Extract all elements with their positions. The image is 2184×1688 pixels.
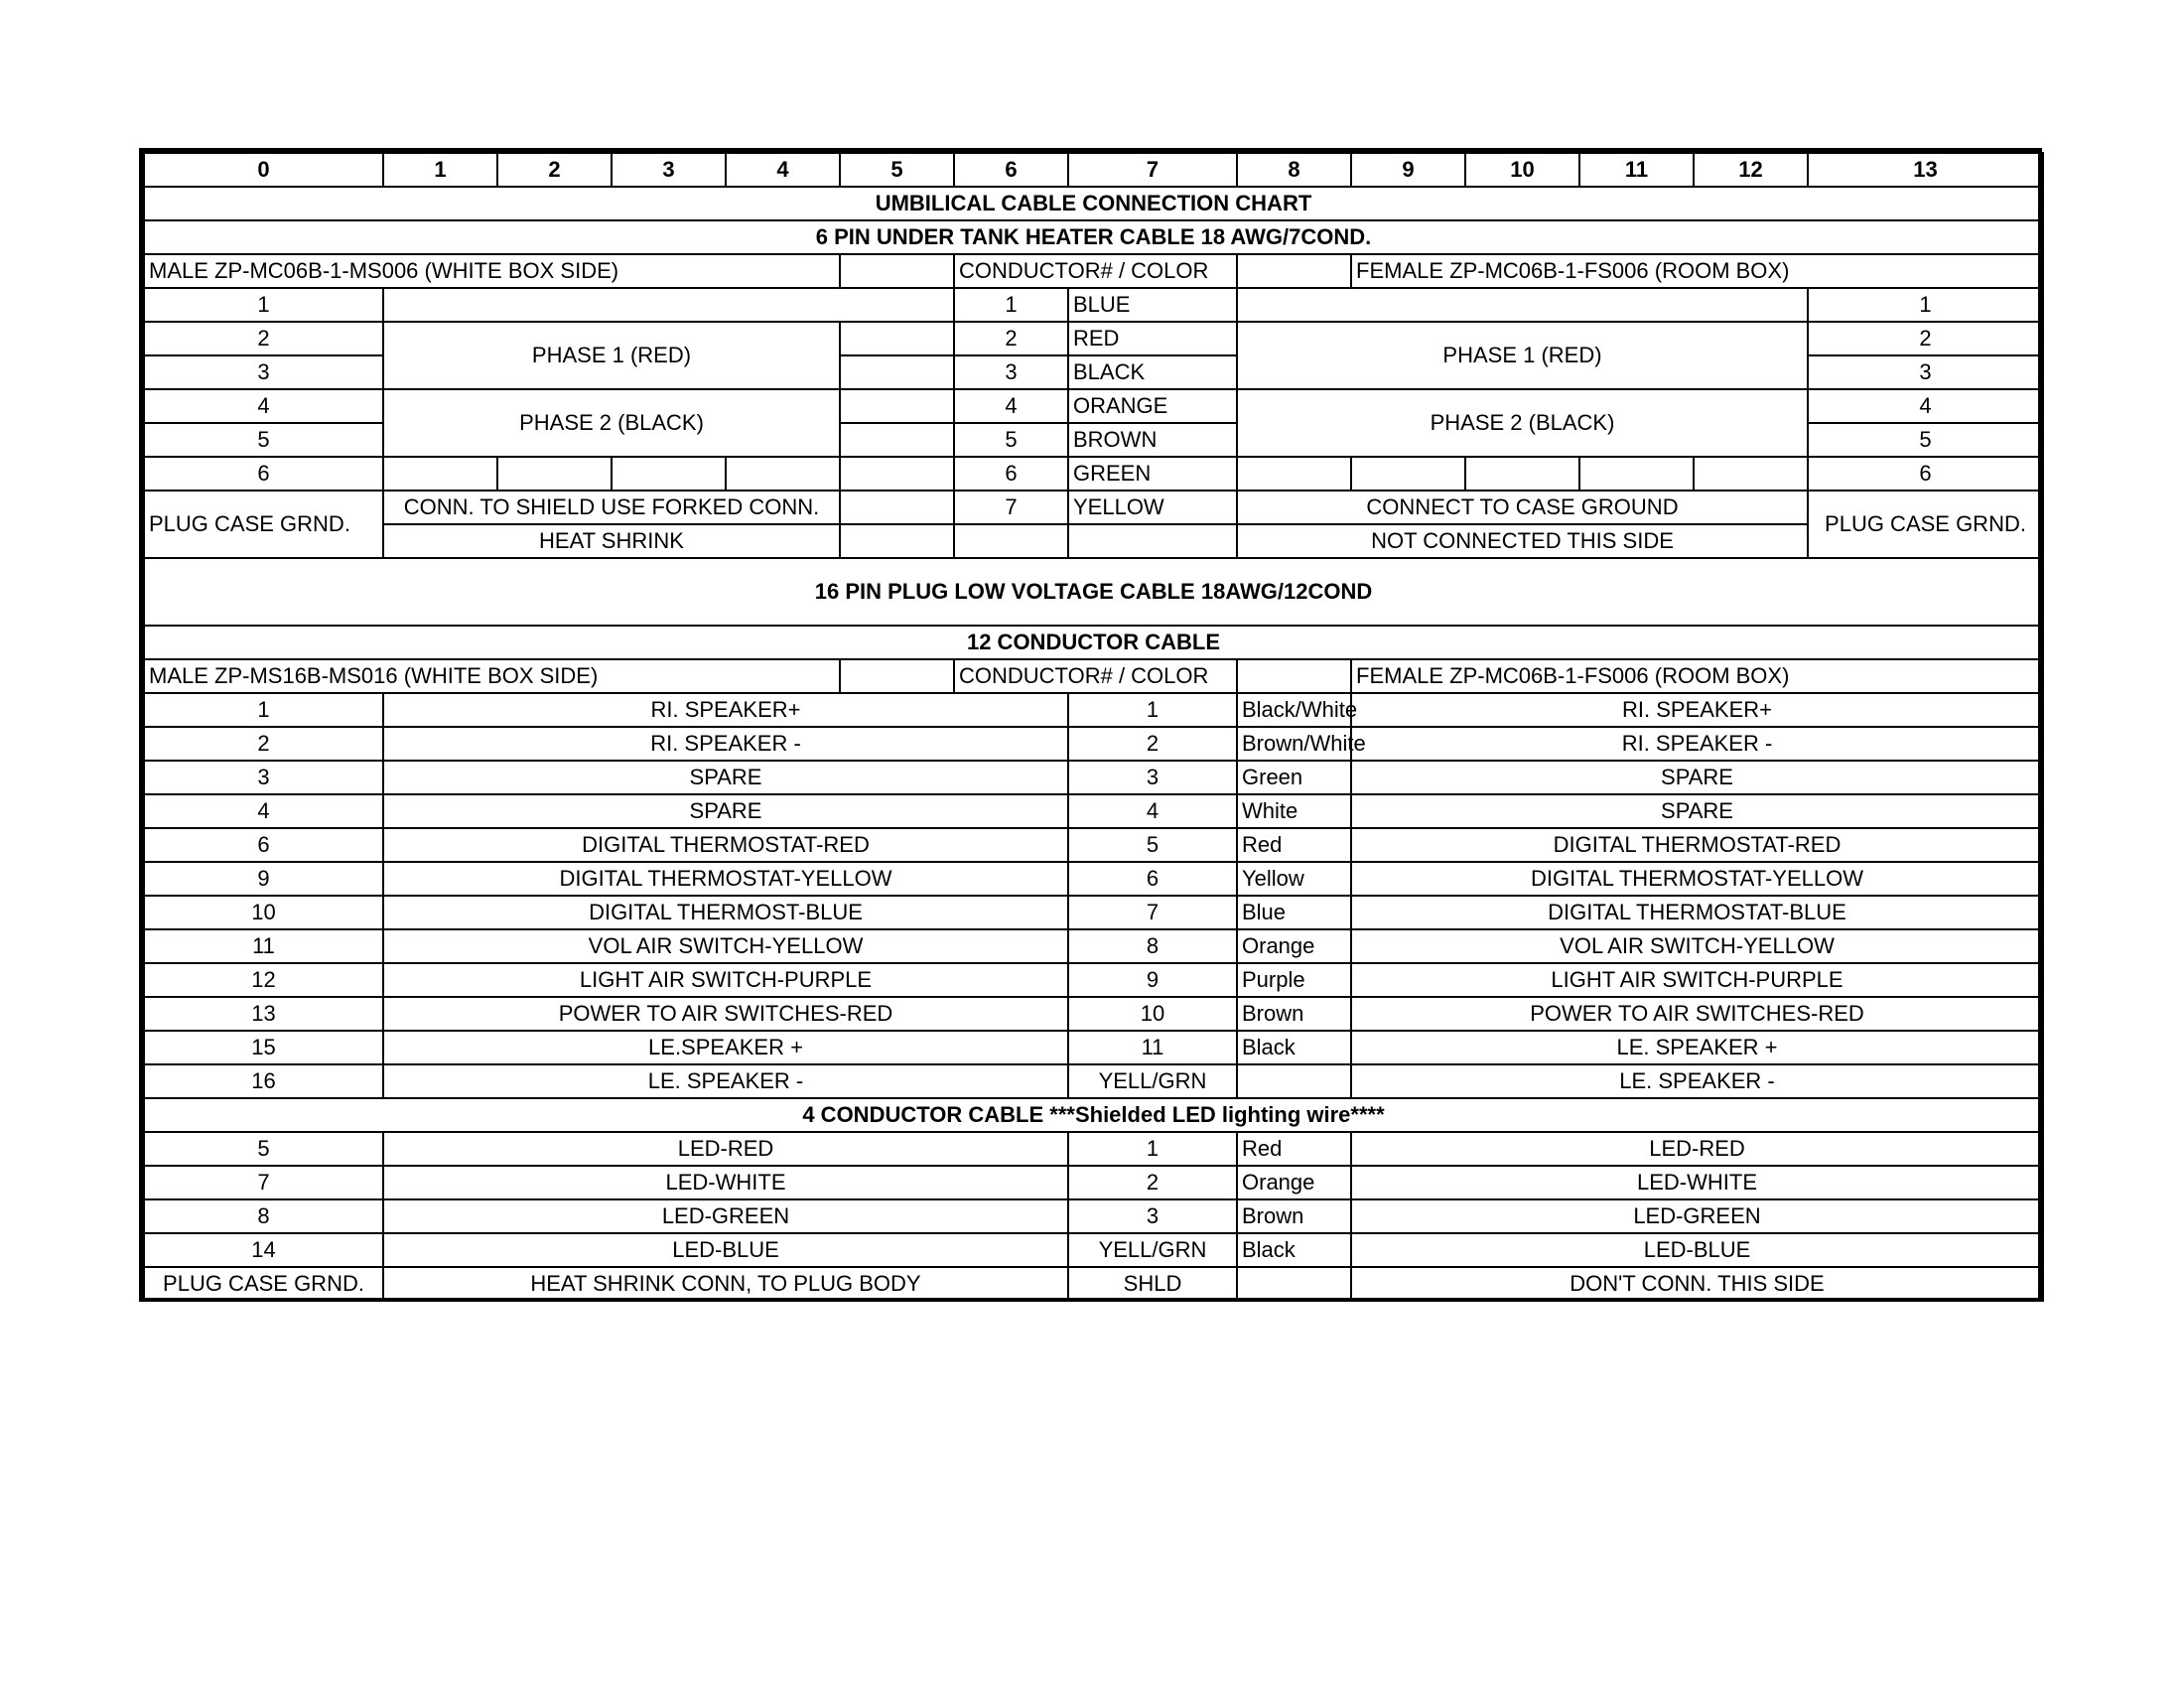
male-connector-label: MALE ZP-MS16B-MS016 (WHITE BOX SIDE) (144, 659, 840, 693)
column-header: 4 (726, 153, 840, 187)
table-row (144, 491, 2043, 524)
phase2-label: PHASE 2 (BLACK) (383, 389, 840, 457)
male-pin: 6 (144, 828, 383, 862)
male-function: DIGITAL THERMOSTAT-RED (383, 828, 1068, 862)
male-pin: 14 (144, 1233, 383, 1267)
male-ground-note: HEAT SHRINK (383, 524, 840, 558)
conductor-color: Brown (1237, 1199, 1351, 1233)
male-function: LED-GREEN (383, 1199, 1068, 1233)
table-row (144, 693, 2043, 727)
male-pin: 15 (144, 1031, 383, 1064)
table-row (144, 896, 2043, 929)
column-header: 6 (954, 153, 1068, 187)
column-header: 3 (612, 153, 726, 187)
female-ground-label: PLUG CASE GRND. (1808, 491, 2043, 558)
male-pin: 9 (144, 862, 383, 896)
male-pin: 8 (144, 1199, 383, 1233)
column-header: 13 (1808, 153, 2043, 187)
conductor-color: White (1237, 794, 1351, 828)
female-pin: 3 (1808, 355, 2043, 389)
conductor-number: 4 (954, 389, 1068, 423)
conductor-number: 2 (1068, 727, 1237, 761)
table-row (144, 457, 2043, 491)
table-row (144, 322, 2043, 355)
conductor-number: 9 (1068, 963, 1237, 997)
conductor-color: Red (1237, 1132, 1351, 1166)
male-pin: 1 (144, 693, 383, 727)
conductor-number: SHLD (1068, 1267, 1237, 1301)
column-header: 5 (840, 153, 954, 187)
female-function: LED-WHITE (1351, 1166, 2043, 1199)
table-row (144, 1064, 2043, 1098)
female-pin: 2 (1808, 322, 2043, 355)
table-row (144, 929, 2043, 963)
male-pin: 4 (144, 389, 383, 423)
male-pin: 13 (144, 997, 383, 1031)
female-function: SPARE (1351, 761, 2043, 794)
conductor-color: BLACK (1068, 355, 1237, 389)
female-function: LED-BLUE (1351, 1233, 2043, 1267)
column-header: 9 (1351, 153, 1465, 187)
female-ground-note: CONNECT TO CASE GROUND (1237, 491, 1808, 524)
conductor-color: Brown (1237, 997, 1351, 1031)
female-function: LE. SPEAKER - (1351, 1064, 2043, 1098)
conductor-number: 7 (1068, 896, 1237, 929)
column-header: 8 (1237, 153, 1351, 187)
conductor-number: 6 (954, 457, 1068, 491)
male-function: LE.SPEAKER + (383, 1031, 1068, 1064)
male-function: LED-BLUE (383, 1233, 1068, 1267)
conductor-number: 7 (954, 491, 1068, 524)
conductor-color: GREEN (1068, 457, 1237, 491)
female-function: LIGHT AIR SWITCH-PURPLE (1351, 963, 2043, 997)
male-function: DIGITAL THERMOSTAT-YELLOW (383, 862, 1068, 896)
table-row (144, 389, 2043, 423)
column-header: 10 (1465, 153, 1579, 187)
female-pin: 6 (1808, 457, 2043, 491)
female-connector-label: FEMALE ZP-MC06B-1-FS006 (ROOM BOX) (1351, 254, 2043, 288)
male-function: RI. SPEAKER+ (383, 693, 1068, 727)
table-row (144, 288, 2043, 322)
conductor-number: 1 (954, 288, 1068, 322)
conductor-color (1237, 1064, 1351, 1098)
conductor-number: 3 (1068, 1199, 1237, 1233)
male-pin: 16 (144, 1064, 383, 1098)
column-header: 1 (383, 153, 497, 187)
male-pin: 7 (144, 1166, 383, 1199)
conductor-color: ORANGE (1068, 389, 1237, 423)
male-ground-note: CONN. TO SHIELD USE FORKED CONN. (383, 491, 840, 524)
female-connector-label: FEMALE ZP-MC06B-1-FS006 (ROOM BOX) (1351, 659, 2043, 693)
female-function: POWER TO AIR SWITCHES-RED (1351, 997, 2043, 1031)
conductor-color: Purple (1237, 963, 1351, 997)
male-pin: 1 (144, 288, 383, 322)
conductor-number: YELL/GRN (1068, 1064, 1237, 1098)
phase1-label: PHASE 1 (RED) (383, 322, 840, 389)
column-header: 7 (1068, 153, 1237, 187)
male-function: VOL AIR SWITCH-YELLOW (383, 929, 1068, 963)
column-header: 12 (1694, 153, 1808, 187)
conductor-color (1237, 1267, 1351, 1301)
male-pin: 11 (144, 929, 383, 963)
conductor-number: 5 (954, 423, 1068, 457)
female-function: RI. SPEAKER+ (1351, 693, 2043, 727)
female-function: DIGITAL THERMOSTAT-RED (1351, 828, 2043, 862)
table-row (144, 1233, 2043, 1267)
conductor-color: Red (1237, 828, 1351, 862)
male-pin: PLUG CASE GRND. (144, 1267, 383, 1301)
conductor-number: 5 (1068, 828, 1237, 862)
table-row (144, 1166, 2043, 1199)
female-function: RI. SPEAKER - (1351, 727, 2043, 761)
conductor-color: YELLOW (1068, 491, 1237, 524)
conductor-number: 6 (1068, 862, 1237, 896)
table-row (144, 524, 2043, 558)
conductor-number: 3 (954, 355, 1068, 389)
female-pin: 4 (1808, 389, 2043, 423)
female-function: DON'T CONN. THIS SIDE (1351, 1267, 2043, 1301)
table-row (144, 794, 2043, 828)
section3-title: 4 CONDUCTOR CABLE ***Shielded LED lighting wire**** (144, 1098, 2043, 1132)
conductor-color: Black (1237, 1031, 1351, 1064)
female-function: SPARE (1351, 794, 2043, 828)
male-function: LIGHT AIR SWITCH-PURPLE (383, 963, 1068, 997)
column-header-row (144, 153, 2043, 187)
conductor-label: CONDUCTOR# / COLOR (954, 659, 1237, 693)
female-function: LE. SPEAKER + (1351, 1031, 2043, 1064)
conductor-number: 1 (1068, 1132, 1237, 1166)
male-pin: 2 (144, 727, 383, 761)
connection-table (143, 152, 2044, 1302)
male-function: SPARE (383, 761, 1068, 794)
table-row (144, 1199, 2043, 1233)
column-header: 0 (144, 153, 383, 187)
table-row (144, 1132, 2043, 1166)
conductor-number: 4 (1068, 794, 1237, 828)
male-function: LE. SPEAKER - (383, 1064, 1068, 1098)
female-function: VOL AIR SWITCH-YELLOW (1351, 929, 2043, 963)
table-row (144, 862, 2043, 896)
conductor-color: BLUE (1068, 288, 1237, 322)
male-pin: 10 (144, 896, 383, 929)
male-pin: 2 (144, 322, 383, 355)
female-function: DIGITAL THERMOSTAT-BLUE (1351, 896, 2043, 929)
male-function: HEAT SHRINK CONN, TO PLUG BODY (383, 1267, 1068, 1301)
table-row (144, 997, 2043, 1031)
section2-subtitle: 12 CONDUCTOR CABLE (144, 626, 2043, 659)
conductor-color: RED (1068, 322, 1237, 355)
male-pin: 12 (144, 963, 383, 997)
conductor-number: 2 (1068, 1166, 1237, 1199)
column-header: 11 (1579, 153, 1694, 187)
female-function: LED-GREEN (1351, 1199, 2043, 1233)
male-function: DIGITAL THERMOST-BLUE (383, 896, 1068, 929)
male-connector-label: MALE ZP-MC06B-1-MS006 (WHITE BOX SIDE) (144, 254, 840, 288)
conductor-color: Brown/White (1237, 727, 1351, 761)
female-ground-note: NOT CONNECTED THIS SIDE (1237, 524, 1808, 558)
conductor-label: CONDUCTOR# / COLOR (954, 254, 1237, 288)
table-row (144, 727, 2043, 761)
phase1-label: PHASE 1 (RED) (1237, 322, 1808, 389)
conductor-color: Orange (1237, 1166, 1351, 1199)
conductor-number: 11 (1068, 1031, 1237, 1064)
male-pin: 4 (144, 794, 383, 828)
column-header: 2 (497, 153, 612, 187)
conductor-color: Blue (1237, 896, 1351, 929)
table-row (144, 1267, 2043, 1301)
conductor-color: Black (1237, 1233, 1351, 1267)
male-ground-label: PLUG CASE GRND. (144, 491, 383, 558)
male-pin: 5 (144, 1132, 383, 1166)
conductor-number: 10 (1068, 997, 1237, 1031)
male-pin: 3 (144, 355, 383, 389)
table-row (144, 963, 2043, 997)
conductor-color: BROWN (1068, 423, 1237, 457)
male-pin: 3 (144, 761, 383, 794)
table-row (144, 828, 2043, 862)
connection-chart (139, 148, 2042, 1302)
male-function: SPARE (383, 794, 1068, 828)
female-function: LED-RED (1351, 1132, 2043, 1166)
male-function: LED-WHITE (383, 1166, 1068, 1199)
conductor-number: YELL/GRN (1068, 1233, 1237, 1267)
conductor-number: 2 (954, 322, 1068, 355)
chart-title: UMBILICAL CABLE CONNECTION CHART (144, 187, 2043, 220)
conductor-color: Yellow (1237, 862, 1351, 896)
phase2-label: PHASE 2 (BLACK) (1237, 389, 1808, 457)
male-pin: 6 (144, 457, 383, 491)
male-function: POWER TO AIR SWITCHES-RED (383, 997, 1068, 1031)
male-function: LED-RED (383, 1132, 1068, 1166)
section2-title: 16 PIN PLUG LOW VOLTAGE CABLE 18AWG/12COND (144, 558, 2043, 626)
female-function: DIGITAL THERMOSTAT-YELLOW (1351, 862, 2043, 896)
male-function: RI. SPEAKER - (383, 727, 1068, 761)
female-pin: 5 (1808, 423, 2043, 457)
conductor-number: 1 (1068, 693, 1237, 727)
table-row (144, 761, 2043, 794)
conductor-number: 3 (1068, 761, 1237, 794)
female-pin: 1 (1808, 288, 2043, 322)
male-pin: 5 (144, 423, 383, 457)
conductor-color: Orange (1237, 929, 1351, 963)
table-row (144, 1031, 2043, 1064)
conductor-color: Green (1237, 761, 1351, 794)
section1-title: 6 PIN UNDER TANK HEATER CABLE 18 AWG/7COND. (144, 220, 2043, 254)
conductor-number: 8 (1068, 929, 1237, 963)
conductor-color: Black/White (1237, 693, 1351, 727)
